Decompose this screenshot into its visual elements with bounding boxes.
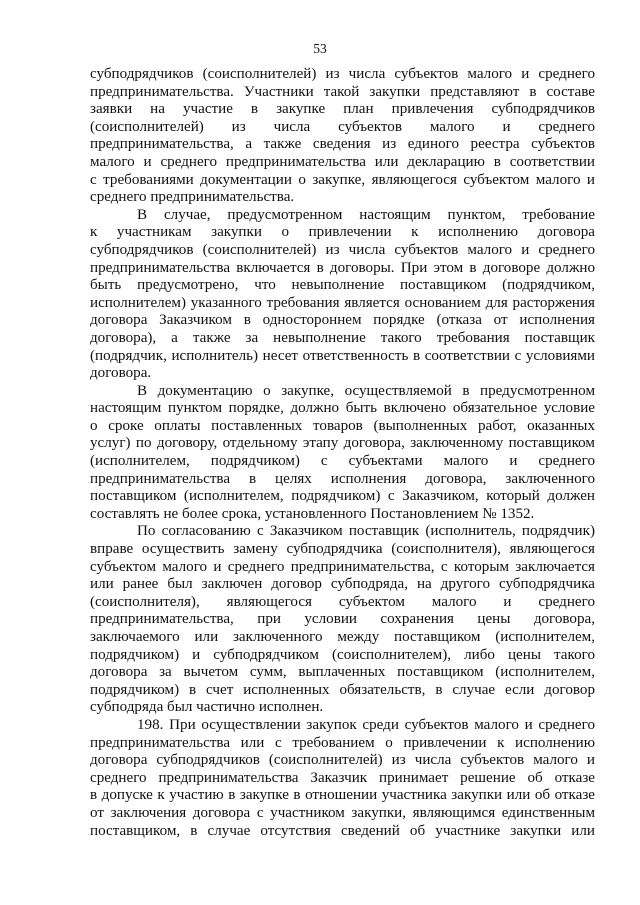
text-line: заявки на участие в закупке план привлечения субподрядчиков <box>90 101 595 118</box>
text-line: или ранее был заключен договор субподряда, на другого субподрядчика <box>90 576 595 593</box>
text-line: исполнителем) указанного требования является основанием для расторжения <box>90 294 595 311</box>
text-line: договора субподрядчиков (соисполнителей) из числа субъектов малого и <box>90 752 595 769</box>
text-line: составлять не более срока, установленного Постановлением № 1352. <box>90 505 535 522</box>
text-line: о сроке оплаты поставленных товаров (выполненных работ, оказанных <box>90 417 595 434</box>
text-line: предпринимательства или с требованием о привлечении к исполнению <box>90 734 595 751</box>
text-line: По согласованию с Заказчиком поставщик (исполнитель, подрядчик) <box>137 523 595 540</box>
text-line: вправе осуществить замену субподрядчика (соисполнителя), являющегося <box>90 541 595 558</box>
text-line: среднего предпринимательства Заказчик принимает решение об отказе <box>90 769 595 786</box>
text-line: малого и среднего предпринимательства или декларацию в соответствии <box>90 153 595 170</box>
text-line: 198. При осуществлении закупок среди субъектов малого и среднего <box>137 716 595 733</box>
text-line: предпринимательства, а также сведения из единого реестра субъектов <box>90 136 595 153</box>
text-line: (соисполнителей) из числа субъектов малого и среднего <box>90 118 595 135</box>
paragraph <box>90 717 595 840</box>
page-number: 53 <box>313 41 327 56</box>
text-line: поставщиком, в случае отсутствия сведений об участнике закупки или <box>90 822 595 839</box>
text-line: (соисполнителя), являющегося субъектом малого и среднего <box>90 593 595 610</box>
text-line: договора. <box>90 365 152 382</box>
text-line: заключаемого или заключенного между поставщиком (исполнителем, <box>90 629 595 645</box>
text-line: договора Заказчиком в одностороннем порядке (отказа от исполнения <box>90 312 595 329</box>
text-line: с требованиями документации о закупке, являющегося субъектом малого и <box>90 171 595 188</box>
text-line: субподрядчиков (соисполнителей) из числа субъектов малого и среднего <box>90 241 595 258</box>
text-line: предпринимательства. Участники такой закупки представляют в составе <box>90 83 595 100</box>
text-line: услуг) по договору, отдельному этапу договора, заключенному поставщиком <box>90 435 595 452</box>
paragraph <box>90 207 595 383</box>
text-line: субподрядчиков (соисполнителей) из числа субъектов малого и среднего <box>90 66 595 82</box>
text-line: В случае, предусмотренном настоящим пунктом, требование <box>137 206 595 223</box>
text-line: В документацию о закупке, осуществляемой в предусмотренном <box>137 382 595 399</box>
paragraph <box>90 66 595 207</box>
paragraph <box>90 383 595 524</box>
text-line: настоящим пунктом порядке, должно быть включено обязательное условие <box>90 400 595 417</box>
text-line: среднего предпринимательства. <box>90 189 295 206</box>
text-line: договора за вычетом сумм, выплаченных поставщиком (исполнителем, <box>90 664 595 681</box>
page-body <box>90 66 595 840</box>
text-line: поставщиком (исполнителем, подрядчиком) с Заказчиком, который должен <box>90 488 595 505</box>
text-line: к участникам закупки о привлечении к исполнению договора <box>90 224 595 241</box>
text-line: договора), а также за невыполнение такого требования поставщик <box>90 329 595 346</box>
text-line: предпринимательства включается в договоры. При этом в договоре должно <box>90 259 595 276</box>
text-line: подрядчиком) в счет исполненных обязательств, в случае если договор <box>90 681 595 698</box>
text-line: субъектом малого и среднего предпринимательства, с которым заключается <box>90 558 595 575</box>
text-line: субподряда был частично исполнен. <box>90 699 324 716</box>
text-line: подрядчиком) и субподрядчиком (соисполнителем), либо цены такого <box>90 646 595 663</box>
text-line: от заключения договора с участником закупки, являющимся единственным <box>90 804 595 821</box>
text-line: предпринимательства, при условии сохранения цены договора, <box>90 611 595 628</box>
paragraph <box>90 523 595 717</box>
text-line: в допуске к участию в закупке в отношении участника закупки или об отказе <box>90 787 595 804</box>
text-line: (исполнителем, подрядчиком) с субъектами малого и среднего <box>90 453 595 470</box>
text-line: предпринимательства в целях исполнения договора, заключенного <box>90 470 595 487</box>
text-line: (подрядчик, исполнитель) несет ответственность в соответствии с условиями <box>90 347 595 364</box>
text-line: быть предусмотрено, что невыполнение поставщиком (подрядчиком, <box>90 277 595 294</box>
